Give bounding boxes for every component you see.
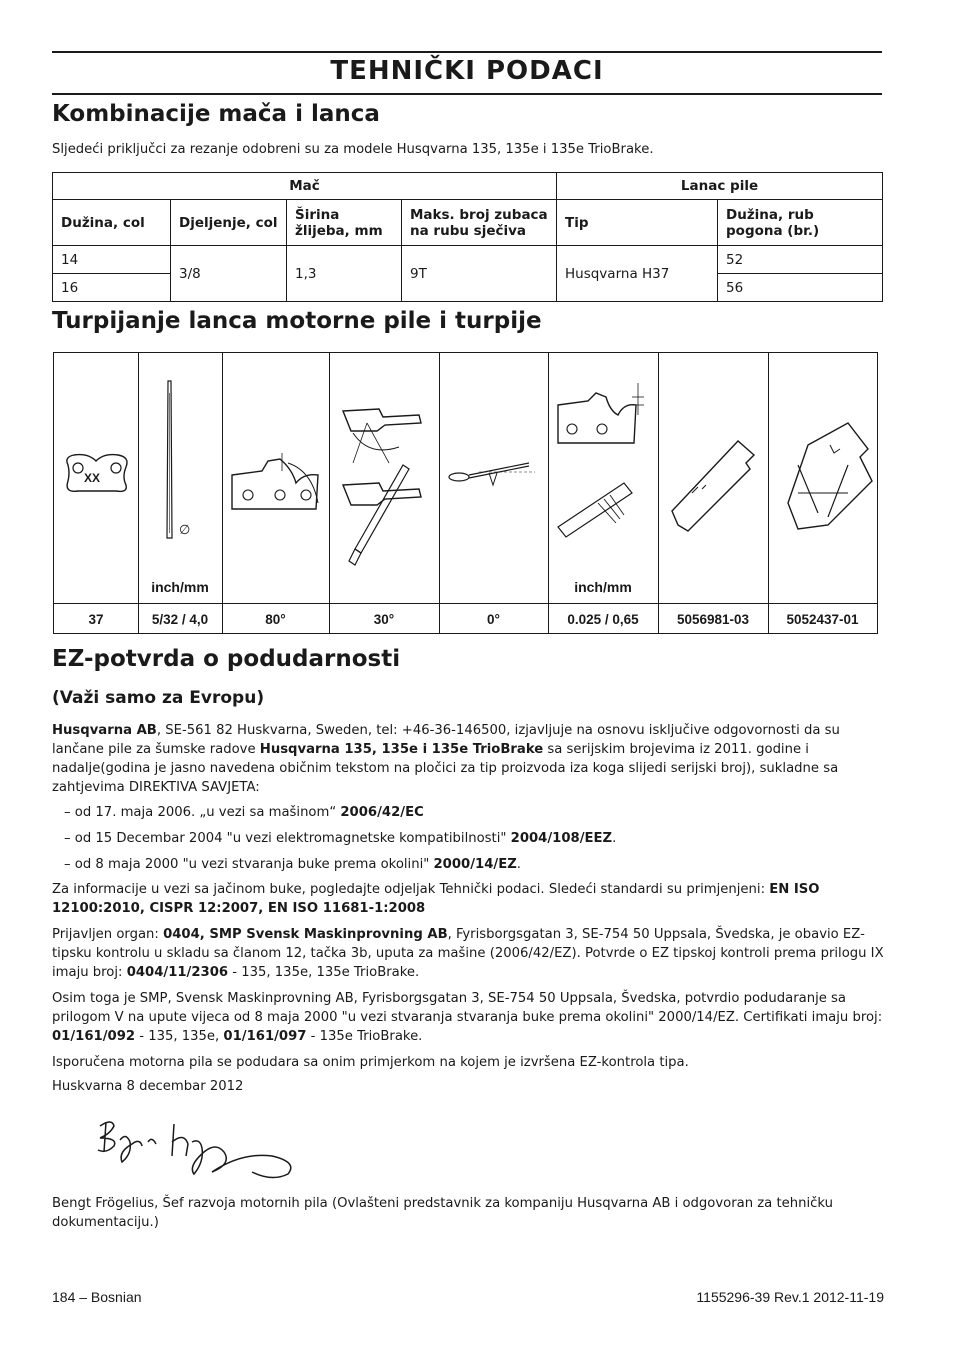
directive-end: . bbox=[516, 857, 521, 872]
filing-value: 37 bbox=[54, 603, 138, 634]
section-subheading: (Važi samo za Evropu) bbox=[52, 688, 265, 708]
section-intro: Sljedeći priključci za rezanje odobreni su za modele Husqvarna 135, 135e i 135e TrioBrake. bbox=[52, 142, 654, 157]
directive-item bbox=[64, 803, 424, 822]
noise-text: - 135, 135e, bbox=[135, 1029, 224, 1044]
cell-drive-links: 56 bbox=[718, 274, 883, 302]
signature bbox=[92, 1112, 302, 1188]
section-heading-bar-chain: Kombinacije mača i lanca bbox=[52, 101, 380, 127]
noise-text: Osim toga je SMP, Svensk Maskinprovning AB, Fyrisborgsgatan 3, SE-754 50 Uppsala, Švedska, potvrdio podudaranje sa prilogom V na upute vijeca od 8 maja 2000 "u vezi stvaranja stvaranja buke prema okolini" 2000/14/EZ. Certifikati imaju broj: bbox=[52, 991, 883, 1025]
filing-col-file bbox=[138, 353, 223, 633]
directive-end: . bbox=[612, 831, 617, 846]
diameter-mark: ∅ bbox=[179, 523, 191, 538]
col-header-pitch: Djeljenje, col bbox=[171, 200, 287, 246]
directive-item bbox=[64, 855, 521, 874]
file-holder-0-icon bbox=[439, 353, 548, 603]
col-header-type: Tip bbox=[557, 200, 718, 246]
cell-max-teeth: 9T bbox=[402, 246, 557, 302]
filing-value: 0° bbox=[439, 603, 548, 634]
directive-code: 2000/14/EZ bbox=[433, 857, 517, 872]
cutter-angle-80-icon bbox=[222, 353, 329, 603]
file-holder-tool-icon bbox=[768, 353, 877, 603]
bar-chain-table bbox=[52, 172, 883, 302]
col-header-gauge: Širina žlijeba, mm bbox=[287, 200, 402, 246]
notified-text: - 135, 135e, 135e TrioBrake. bbox=[228, 965, 420, 980]
cell-pitch: 3/8 bbox=[171, 246, 287, 302]
title-underline bbox=[52, 93, 882, 95]
filing-value: 5052437-01 bbox=[768, 603, 877, 634]
chain-mark: XX bbox=[84, 471, 101, 485]
certificate-number: 0404/11/2306 bbox=[126, 965, 229, 980]
filing-col-chain bbox=[54, 353, 139, 633]
filing-table bbox=[53, 352, 878, 634]
conformity-paragraph: Isporučena motorna pila se podudara sa onim primjerkom na kojem je izvršena EZ-kontrola tipa. bbox=[52, 1055, 689, 1070]
filing-col-gauge bbox=[658, 353, 769, 633]
declaration-date: Huskvarna 8 decembar 2012 bbox=[52, 1079, 244, 1094]
top-rule bbox=[52, 51, 882, 53]
section-heading-ec-declaration: EZ-potvrda o podudarnosti bbox=[52, 646, 401, 672]
cell-chain-type: Husqvarna H37 bbox=[557, 246, 718, 302]
company-name: Husqvarna AB bbox=[52, 723, 157, 738]
notified-body-paragraph bbox=[52, 925, 884, 982]
declaration-paragraph bbox=[52, 721, 884, 797]
filing-value: 80° bbox=[222, 603, 329, 634]
filing-col-depth bbox=[548, 353, 659, 633]
filing-value: 0.025 / 0,65 bbox=[548, 603, 658, 634]
standards-paragraph bbox=[52, 880, 884, 918]
filing-col-30 bbox=[329, 353, 440, 633]
directive-text: – od 15 Decembar 2004 "u vezi elektromagnetske kompatibilnosti" bbox=[64, 831, 511, 846]
certificate-number: 01/161/097 bbox=[223, 1029, 307, 1044]
noise-paragraph bbox=[52, 989, 884, 1046]
page-title: TEHNIČKI PODACI bbox=[330, 56, 604, 86]
col-header-drive-links: Dužina, rub pogona (br.) bbox=[718, 200, 883, 246]
notified-text: Prijavljen organ: bbox=[52, 927, 164, 942]
col-header-length: Dužina, col bbox=[53, 200, 171, 246]
cell-drive-links: 52 bbox=[718, 246, 883, 274]
filing-col-80 bbox=[222, 353, 330, 633]
directive-code: 2004/108/EEZ bbox=[510, 831, 613, 846]
filing-value: 30° bbox=[329, 603, 439, 634]
page-number: 184 – Bosnian bbox=[52, 1289, 142, 1305]
declaration-text: , SE-561 82 Huskvarna, Sweden, tel: +46-36-146500, izjavljuje na osnovu isključive odgovornosti da su lančane pile za šumske radove bbox=[52, 723, 840, 757]
file-angle-30-icon bbox=[329, 353, 439, 603]
flat-gauge-icon bbox=[658, 353, 768, 603]
standards-text: Za informacije u vezi sa jačinom buke, pogledajte odjeljak Tehnički podaci. Sledeći standardi su primjenjeni: bbox=[52, 882, 770, 897]
filing-value: 5/32 / 4,0 bbox=[138, 603, 222, 634]
filing-col-0 bbox=[439, 353, 549, 633]
directive-item bbox=[64, 829, 616, 848]
group-header-bar: Mač bbox=[53, 173, 557, 200]
round-file-icon bbox=[138, 353, 222, 583]
notified-text: , Fyrisborgsgatan 3, SE-754 50 Uppsala, Švedska, je obavio EZ-tipsku kontrolu u skladu sa članom 12, tačka 3b, uputa za mašine (2006/42/EZ). Potvrde o EZ tipskoj kontroli prema prilogu IX imaju broj: bbox=[52, 927, 884, 980]
cell-length: 14 bbox=[53, 246, 171, 274]
cell-gauge: 1,3 bbox=[287, 246, 402, 302]
cell-length: 16 bbox=[53, 274, 171, 302]
group-header-chain: Lanac pile bbox=[557, 173, 883, 200]
document-revision: 1155296-39 Rev.1 2012-11-19 bbox=[696, 1289, 884, 1305]
depth-gauge-icon bbox=[548, 353, 658, 583]
model-names: Husqvarna 135, 135e i 135e TrioBrake bbox=[259, 742, 544, 757]
unit-label: inch/mm bbox=[574, 579, 632, 595]
section-heading-filing: Turpijanje lanca motorne pile i turpije bbox=[52, 308, 542, 334]
notified-body: 0404, SMP Svensk Maskinprovning AB bbox=[163, 927, 448, 942]
directive-text: – od 17. maja 2006. „u vezi sa mašinom“ bbox=[64, 805, 341, 820]
unit-label: inch/mm bbox=[151, 579, 209, 595]
directive-text: – od 8 maja 2000 "u vezi stvaranja buke prema okolini" bbox=[64, 857, 434, 872]
directive-code: 2006/42/EC bbox=[340, 805, 424, 820]
filing-value: 5056981-03 bbox=[658, 603, 768, 634]
certificate-number: 01/161/092 bbox=[52, 1029, 136, 1044]
noise-text: - 135e TrioBrake. bbox=[306, 1029, 423, 1044]
filing-col-holder bbox=[768, 353, 877, 633]
signer-info: Bengt Frögelius, Šef razvoja motornih pila (Ovlašteni predstavnik za kompaniju Husqvarna AB i odgovoran za tehničku dokumentaciju.) bbox=[52, 1196, 833, 1230]
standards-list: EN ISO 12100:2010, CISPR 12:2007, EN ISO 11681-1:2008 bbox=[52, 882, 820, 916]
declaration-text: sa serijskim brojevima iz 2011. godine i nadalje(godina je jasno navedena običnim tekstom na pločici za tip proizvoda iza koga slijedi serijski broj), sukladne sa zahtjevima DIREKTIVA SAVJETA: bbox=[52, 742, 839, 795]
col-header-max-teeth: Maks. broj zubaca na rubu sječiva bbox=[402, 200, 557, 246]
